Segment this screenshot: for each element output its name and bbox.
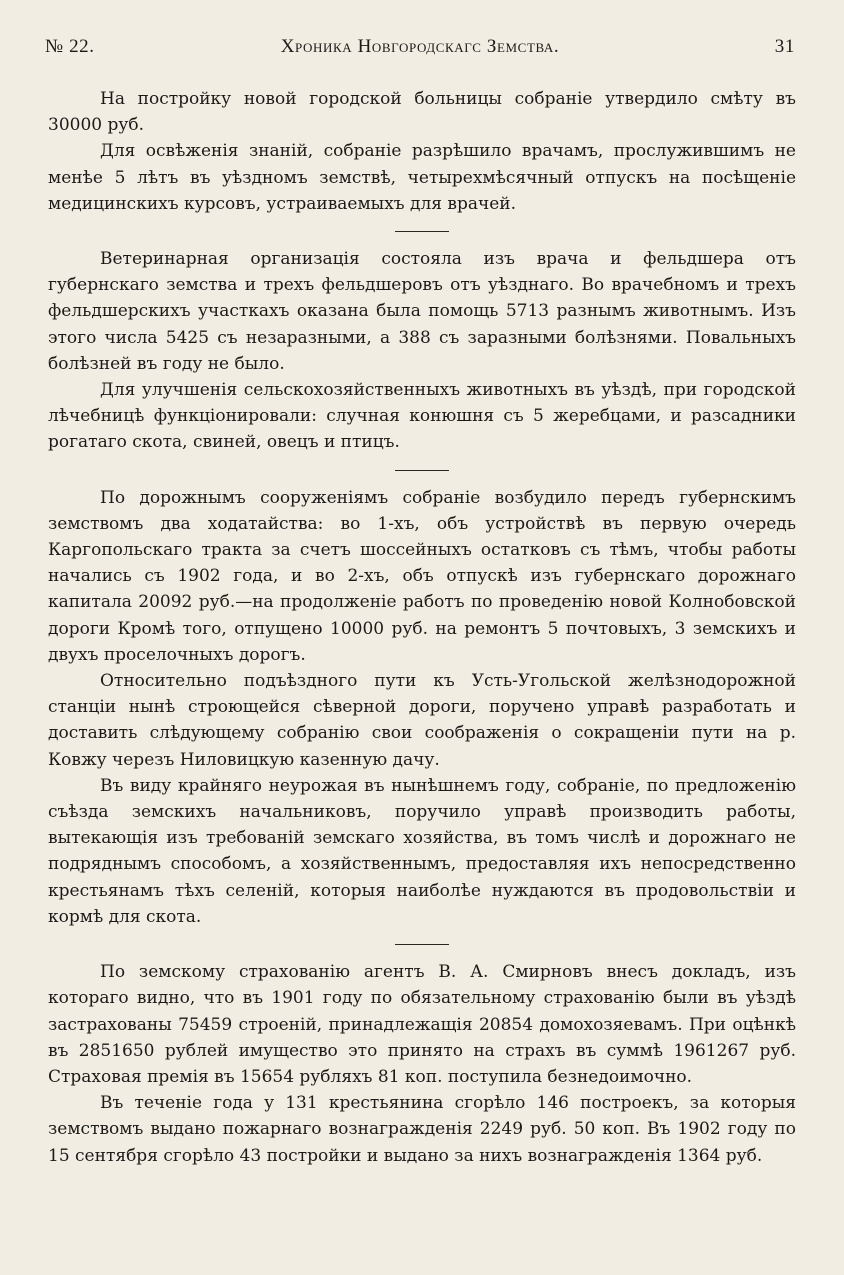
paragraph: Въ виду крайняго неурожая въ нынѣшнемъ году, собраніе, по предложенію съѣзда земскихъ начальниковъ, поручило управѣ производить работы, вытекающія изъ требованій земскаго хозяйства, въ томъ числѣ и дорожнаго не подряднымъ способомъ, а хозяйственнымъ, предоставляя ихъ непосредственно крестьянамъ тѣхъ селеній, которыя наиболѣе нуждаются въ продовольствіи и кормѣ для скота.: [48, 775, 796, 927]
paragraph: Относительно подъѣздного пути къ Усть-Угольской желѣзнодорожной станціи нынѣ строющейся сѣверной дороги, поручено управѣ разработать и доставить слѣдующему собранію свои соображенія о сокращеніи пути на р. Ковжу черезъ Ниловицкую казенную дачу.: [48, 671, 796, 770]
section-divider: [395, 231, 449, 232]
paragraph: По земскому страхованію агентъ В. А. Смирновъ внесъ докладъ, изъ котораго видно, что въ 1901 году по обязательному страхованію были въ уѣздѣ застрахованы 75459 строеній, принадлежащія 20854 домохозяевамъ. При оцѣнкѣ въ 2851650 рублей имущество это принято на страхъ въ суммѣ 1961267 руб. Страховая премія въ 15654 рубляхъ 81 коп. поступила безнедоимочно.: [48, 962, 796, 1087]
paragraph: На постройку новой городской больницы собраніе утвердило смѣту въ 30000 руб.: [48, 89, 796, 136]
section-veterinary: [48, 246, 796, 456]
section-divider: [395, 944, 449, 945]
section-roads: [48, 485, 796, 930]
section-hospital-courses: [48, 86, 796, 217]
page-number: 31: [774, 36, 795, 57]
page-header: [45, 36, 795, 60]
paragraph: Ветеринарная организація состояла изъ врача и фельдшера отъ губернскаго земства и трехъ фельдшеровъ отъ уѣзднаго. Во врачебномъ и трехъ фельдшерскихъ участкахъ оказана была помощь 5713 разнымъ животнымъ. Изъ этого числа 5425 съ незаразными, а 388 съ заразными болѣзнями. Повальныхъ болѣзней въ году не было.: [48, 249, 796, 374]
page-body: [48, 86, 796, 1169]
running-title: Хроника Новгородскагс Земства.: [280, 36, 560, 57]
section-insurance: [48, 959, 796, 1169]
paragraph: Для улучшенія сельскохозяйственныхъ животныхъ въ уѣздѣ, при городской лѣчебницѣ функціонировали: случная конюшня съ 5 жеребцами, и разсадники рогатаго скота, свиней, овецъ и птицъ.: [48, 380, 796, 453]
issue-number: № 22.: [45, 36, 95, 57]
paragraph: По дорожнымъ сооруженіямъ собраніе возбудило передъ губернскимъ земствомъ два ходатайства: во 1-хъ, объ устройствѣ въ первую очередь Каргопольскаго тракта за счетъ шоссейныхъ остатковъ съ тѣмъ, чтобы работы начались съ 1902 года, и во 2-хъ, объ отпускѣ изъ губернскаго дорожнаго капитала 20092 руб.—на продолженіе работъ по проведенію новой Колнобовской дороги Кромѣ того, отпущено 10000 руб. на ремонтъ 5 почтовыхъ, 3 земскихъ и двухъ проселочныхъ дорогъ.: [48, 487, 796, 665]
section-divider: [395, 470, 449, 471]
paragraph: Для освѣженія знаній, собраніе разрѣшило врачамъ, прослужившимъ не менѣе 5 лѣтъ въ уѣздномъ земствѣ, четырехмѣсячный отпускъ на посѣщеніе медицинскихъ курсовъ, устраиваемыхъ для врачей.: [48, 141, 796, 214]
paragraph: Въ теченіе года у 131 крестьянина сгорѣло 146 построекъ, за которыя земствомъ выдано пожарнаго вознагражденія 2249 руб. 50 коп. Въ 1902 году по 15 сентября сгорѣло 43 постройки и выдано за нихъ вознагражденія 1364 руб.: [48, 1093, 796, 1166]
